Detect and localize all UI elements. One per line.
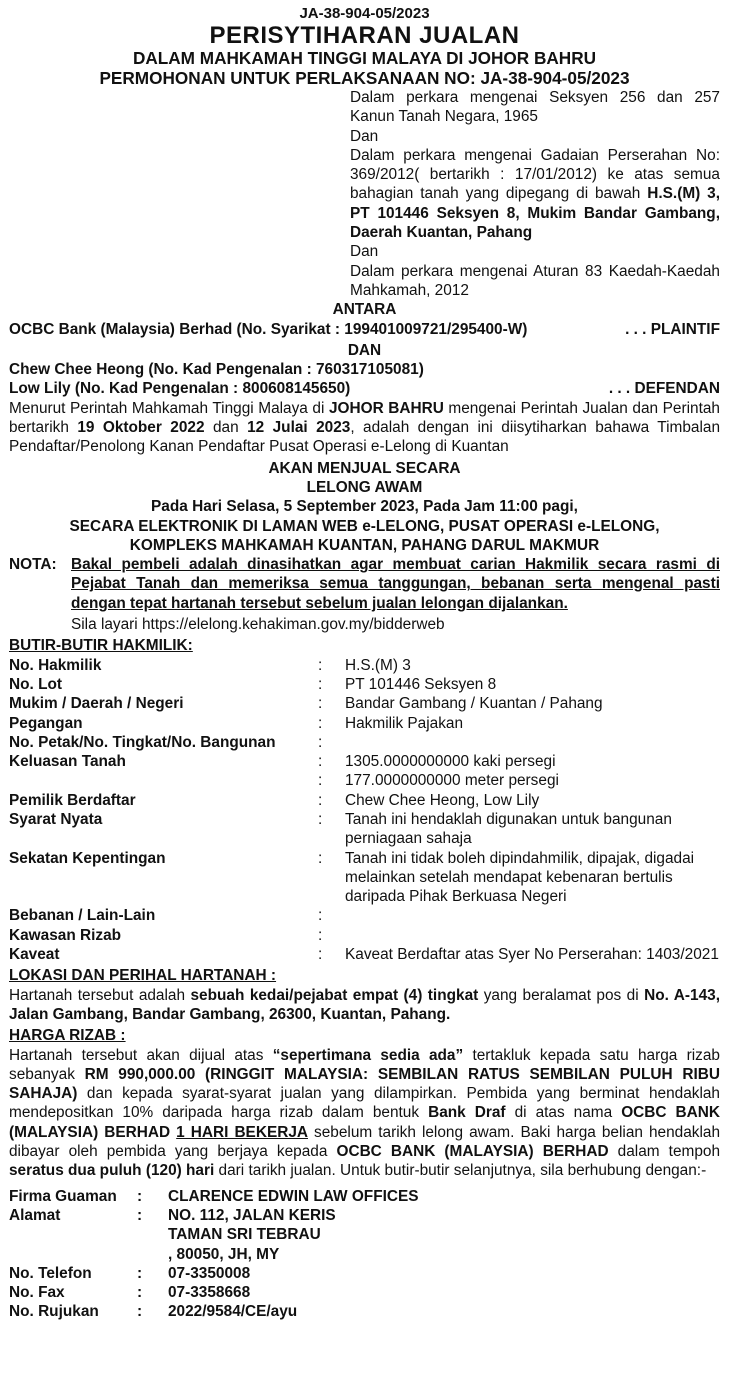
- title-details-key: No. Hakmilik: [9, 656, 102, 674]
- contact-address-row: [9, 1206, 720, 1264]
- defendant-2: Low Lily (No. Kad Pengenalan : 800608145650): [9, 380, 351, 398]
- sale-date-time: Pada Hari Selasa, 5 September 2023, Pada Jam 11:00 pagi,: [151, 498, 578, 516]
- title-details-separator: :: [318, 791, 323, 809]
- price-amount: RM 990,000.00 (RINGGIT MALAYSIA: SEMBILAN RATUS SEMBILAN PULUH RIBU SAHAJA): [9, 1065, 720, 1103]
- contact-separator: :: [137, 1206, 143, 1224]
- reference-number: JA-38-904-05/2023: [299, 5, 430, 22]
- title-details-separator: :: [318, 714, 323, 732]
- price-text-3: dan kepada syarat-syarat jualan yang dilampirkan. Pembida yang berminat hendaklah mendepositkan 10% daripada harga rizab dalam bentuk: [9, 1085, 720, 1122]
- title-details-value: Bandar Gambang / Kuantan / Pahang: [345, 695, 603, 713]
- location-paragraph: [9, 986, 720, 1025]
- title-details-value: [345, 733, 720, 752]
- title-details-key: Pemilik Berdaftar: [9, 791, 136, 809]
- title-details-value: 177.0000000000 meter persegi: [345, 772, 559, 790]
- contact-phone-value: 07-3350008: [168, 1264, 251, 1282]
- contact-reference-label: No. Rujukan: [9, 1303, 99, 1321]
- reserve-price-heading: HARGA RIZAB :: [9, 1027, 126, 1045]
- title-details-row: [9, 810, 720, 849]
- price-as-is: “sepertimana sedia ada”: [272, 1046, 464, 1064]
- title-details-row: [9, 906, 720, 925]
- title-details-separator: :: [318, 753, 323, 771]
- title-details-key: Sekatan Kepentingan: [9, 849, 166, 867]
- title-details-row: [9, 926, 720, 945]
- contact-reference-row: [9, 1302, 720, 1321]
- defendant-role: . . . DEFENDAN: [608, 380, 720, 398]
- title-details-value: PT 101446 Seksyen 8: [345, 675, 497, 693]
- contact-reference-value: 2022/9584/CE/ayu: [168, 1303, 298, 1321]
- title-details-value: Tanah ini tidak boleh dipindahmilik, dipajak, digadai melainkan setelah mendapat kebenaran bertulis daripada Pihak Berkuasa Negeri: [345, 849, 695, 906]
- title-details-key: Pegangan: [9, 714, 83, 732]
- court-name: DALAM MAHKAMAH TINGGI MALAYA DI JOHOR BAHRU: [132, 48, 597, 68]
- title-details-separator: :: [318, 695, 323, 713]
- title-details-separator: :: [318, 675, 323, 693]
- price-bank-name-2: OCBC BANK (MALAYSIA) BERHAD: [336, 1143, 609, 1161]
- contact-separator: :: [137, 1303, 143, 1321]
- matter-and-2: Dan: [350, 243, 379, 261]
- and-label: DAN: [347, 341, 382, 359]
- note-visit-link: Sila layari https://elelong.kehakiman.gov.my/bidderweb: [71, 616, 445, 634]
- title-details-row: [9, 771, 720, 790]
- title-details-row: [9, 714, 720, 733]
- matter-section: [350, 88, 720, 300]
- intro-date-1: 19 Oktober 2022: [77, 419, 205, 437]
- title-details-value: 1305.0000000000 kaki persegi: [345, 753, 556, 771]
- matter-clause-2-text: Dalam perkara mengenai Gadaian Perserahan No: 369/2012( bertarikh : 17/01/2012) ke atas semua bahagian tanah yang dipegang di bawah: [350, 146, 720, 203]
- contact-phone-label: No. Telefon: [9, 1264, 92, 1282]
- matter-clause-2-title: H.S.(M) 3, PT 101446 Seksyen 8, Mukim Bandar Gambang, Daerah Kuantan, Pahang: [350, 185, 720, 242]
- title-details-row: [9, 752, 720, 771]
- contact-separator: :: [137, 1284, 143, 1302]
- contact-address-value: [168, 1206, 720, 1264]
- between-label: ANTARA: [332, 301, 397, 319]
- title-details-value: Tanah ini hendaklah digunakan untuk bangunan perniagaan sahaja: [345, 810, 672, 848]
- title-details-row: [9, 945, 720, 964]
- location-text-1: Hartanah tersebut adalah: [9, 986, 191, 1004]
- application-number: PERMOHONAN UNTUK PERLAKSANAAN NO: JA-38-904-05/2023: [99, 68, 630, 88]
- title-details-separator: :: [318, 810, 323, 828]
- title-details-row: [9, 791, 720, 810]
- title-details-separator: :: [318, 907, 323, 925]
- title-details-row: [9, 656, 720, 675]
- title-details-row: [9, 675, 720, 694]
- title-details-value: H.S.(M) 3: [345, 656, 411, 674]
- sale-venue-1: SECARA ELEKTRONIK DI LAMAN WEB e-LELONG, PUSAT OPERASI e-LELONG,: [69, 517, 660, 535]
- title-details-key: Kawasan Rizab: [9, 926, 122, 944]
- price-working-day: 1 HARI BEKERJA: [176, 1123, 308, 1141]
- plaintiff-role: . . . PLAINTIF: [625, 320, 720, 338]
- contact-block: [9, 1187, 720, 1322]
- note-label: NOTA:: [9, 556, 57, 574]
- contact-fax-label: No. Fax: [9, 1284, 65, 1302]
- contact-fax-value: 07-3358668: [168, 1284, 251, 1302]
- plaintiff-row: [9, 320, 720, 339]
- price-text-1: Hartanah tersebut akan dijual atas: [9, 1046, 273, 1064]
- title-details-value: [345, 926, 720, 945]
- title-details-key: No. Lot: [9, 675, 62, 693]
- title-details-key: Bebanan / Lain-Lain: [9, 907, 156, 925]
- title-details-value: [345, 906, 720, 925]
- title-details-value: Kaveat Berdaftar atas Syer No Perserahan: 1403/2021: [345, 946, 719, 964]
- intro-text-1: Menurut Perintah Mahkamah Tinggi Malaya di: [9, 399, 329, 417]
- title-details-row: [9, 694, 720, 713]
- contact-separator: :: [137, 1187, 143, 1205]
- price-bank-draft: Bank Draf: [428, 1104, 506, 1122]
- matter-clause-2: [350, 146, 720, 242]
- price-text-8: dari tarikh jualan. Untuk butir-butir selanjutnya, sila berhubung dengan:-: [214, 1162, 707, 1180]
- title-details-separator: :: [318, 946, 323, 964]
- intro-court-location: JOHOR BAHRU: [328, 399, 444, 417]
- defendant-row: [9, 379, 720, 398]
- contact-address-label: Alamat: [9, 1206, 61, 1224]
- contact-firm-value: CLARENCE EDWIN LAW OFFICES: [168, 1187, 419, 1205]
- title-details-separator: :: [318, 849, 323, 867]
- location-address: No. A-143, Jalan Gambang, Bandar Gambang, 26300, Kuantan, Pahang.: [9, 986, 720, 1023]
- matter-clause-1: Dalam perkara mengenai Seksyen 256 dan 257 Kanun Tanah Negara, 1965: [350, 89, 720, 126]
- note-text: Bakal pembeli adalah dinasihatkan agar membuat carian Hakmilik secara rasmi di Pejabat Tanah dan memeriksa semua tanggungan, bebanan serta mengenal pasti dengan tepat hartanah tersebut sebelum jualan lelongan dijalankan.: [71, 556, 720, 612]
- title-details-key: Keluasan Tanah: [9, 753, 126, 771]
- intro-text-2: mengenai Perintah Jualan dan Perintah bertarikh: [9, 399, 720, 437]
- contact-separator: :: [137, 1264, 143, 1282]
- title-details-key: [9, 771, 318, 790]
- sale-heading-2: LELONG AWAM: [306, 478, 423, 496]
- title-details-heading: BUTIR-BUTIR HAKMILIK:: [9, 637, 193, 655]
- sale-heading-1: AKAN MENJUAL SECARA: [268, 459, 461, 477]
- price-bank-name-1: OCBC BANK (MALAYSIA) BERHAD: [9, 1104, 720, 1141]
- price-text-2: tertakluk kepada satu harga rizab sebanyak: [9, 1046, 720, 1083]
- contact-address-line-2: TAMAN SRI TEBRAU: [168, 1226, 321, 1244]
- title-details-key: No. Petak/No. Tingkat/No. Bangunan: [9, 733, 276, 751]
- contact-firm-row: [9, 1187, 720, 1206]
- title-details-separator: :: [318, 926, 323, 944]
- matter-clause-3: Dalam perkara mengenai Aturan 83 Kaedah-Kaedah Mahkamah, 2012: [350, 262, 720, 299]
- notice-title: PERISYTIHARAN JUALAN: [209, 22, 520, 49]
- price-text-6: sebelum tarikh lelong awam. Baki harga belian hendaklah dibayar oleh pembida yang berjaya kepada: [9, 1123, 721, 1161]
- price-period: seratus dua puluh (120) hari: [9, 1162, 215, 1180]
- contact-address-line-1: NO. 112, JALAN KERIS: [168, 1206, 336, 1224]
- intro-date-2: 12 Julai 2023: [247, 419, 351, 437]
- location-text-2: yang beralamat pos di: [478, 986, 645, 1004]
- intro-paragraph: [9, 399, 720, 457]
- title-details-table: [9, 656, 720, 965]
- location-property-type: sebuah kedai/pejabat empat (4) tingkat: [190, 986, 479, 1004]
- title-details-separator: :: [318, 656, 323, 674]
- matter-and-1: Dan: [350, 127, 379, 145]
- plaintiff-name: OCBC Bank (Malaysia) Berhad (No. Syarikat : 199401009721/295400-W): [9, 320, 528, 338]
- price-text-4: di atas nama: [505, 1104, 622, 1122]
- title-details-row: [9, 733, 720, 752]
- sale-venue-2: KOMPLEKS MAHKAMAH KUANTAN, PAHANG DARUL MAKMUR: [129, 536, 600, 554]
- reserve-price-paragraph: [9, 1046, 720, 1181]
- title-details-key: Kaveat: [9, 946, 60, 964]
- title-details-key: Syarat Nyata: [9, 810, 103, 828]
- defendant-1: Chew Chee Heong (No. Kad Pengenalan : 760317105081): [9, 361, 424, 379]
- title-details-key: Mukim / Daerah / Negeri: [9, 695, 184, 713]
- contact-phone-row: [9, 1264, 720, 1283]
- title-details-separator: :: [318, 733, 323, 751]
- location-heading: LOKASI DAN PERIHAL HARTANAH :: [9, 967, 277, 985]
- title-details-row: [9, 849, 720, 907]
- price-text-7: dalam tempoh: [608, 1143, 721, 1161]
- contact-fax-row: [9, 1283, 720, 1302]
- contact-address-line-3: , 80050, JH, MY: [168, 1245, 280, 1263]
- intro-text-3: dan: [204, 419, 248, 437]
- note-block: [9, 555, 720, 613]
- contact-firm-label: Firma Guaman: [9, 1187, 117, 1205]
- title-details-value: Hakmilik Pajakan: [345, 714, 464, 732]
- title-details-separator: :: [318, 772, 323, 790]
- intro-text-4: , adalah dengan ini diisytiharkan bahawa Timbalan Pendaftar/Penolong Kanan Pendaftar Pusat Operasi e-Lelong di Kuantan: [9, 419, 721, 456]
- title-details-value: Chew Chee Heong, Low Lily: [345, 791, 540, 809]
